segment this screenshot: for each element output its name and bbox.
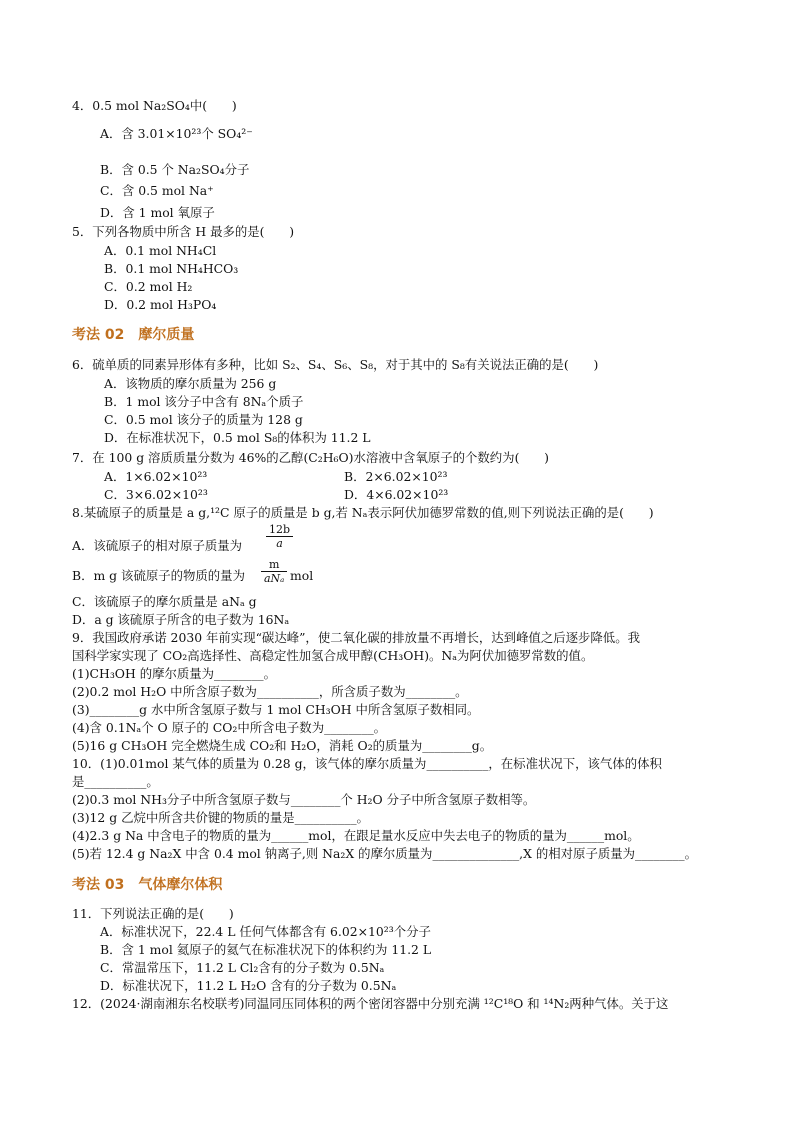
question-6-option-b: B．1 mol 该分子中含有 8Nₐ个质子 [104, 394, 304, 409]
question-5-option-c: C．0.2 mol H₂ [104, 279, 193, 294]
question-5-stem: 5．下列各物质中所含 H 最多的是( ) [72, 224, 295, 239]
question-11-stem: 11．下列说法正确的是( ) [72, 906, 234, 921]
question-10-stem: 10．(1)0.01mol 某气体的质量为 0.28 g，该气体的摩尔质量为__________，在标准状况下，该气体的体积 [72, 756, 662, 771]
question-8-option-b: B．m g 该硫原子的物质的量为 [72, 568, 245, 583]
question-9-stem: 9．我国政府承诺 2030 年前实现“碳达峰”，使二氧化碳的排放量不再增长，达到峰值之后逐步降低。我 [72, 630, 640, 645]
question-9-part-5: (5)16 g CH₃OH 完全燃烧生成 CO₂和 H₂O，消耗 O₂的质量为________g。 [72, 738, 493, 753]
question-11-option-a: A．标准状况下，22.4 L 任何气体都含有 6.02×10²³个分子 [100, 924, 431, 939]
question-8-option-d: D．a g 该硫原子所含的电子数为 16Nₐ [72, 612, 290, 627]
question-4-stem: 4．0.5 mol Na₂SO₄中( ) [72, 98, 237, 113]
question-10-part-4: (4)2.3 g Na 中含电子的物质的量为______mol，在跟足量水反应中失去电子的物质的量为______mol。 [72, 828, 640, 843]
question-11-option-c: C．常温常压下，11.2 L Cl₂含有的分子数为 0.5Nₐ [100, 960, 385, 975]
question-6-option-d: D．在标准状况下，0.5 mol S₈的体积为 11.2 L [104, 430, 371, 445]
question-4-option-a: A．含 3.01×10²³个 SO₄²⁻ [100, 126, 253, 141]
question-7-option-b: B．2×6.02×10²³ [344, 469, 448, 484]
question-6-stem: 6．硫单质的同素异形体有多种，比如 S₂、S₄、S₆、S₈，对于其中的 S₈有关说法正确的是( ) [72, 357, 599, 372]
question-10-part-3: (3)12 g 乙烷中所含共价键的物质的量是__________。 [72, 810, 369, 825]
question-4-option-d: D．含 1 mol 氧原子 [100, 205, 215, 220]
question-11-option-b: B．含 1 mol 氦原子的氦气在标准状况下的体积约为 11.2 L [100, 942, 432, 957]
fraction-12b-over-a [266, 523, 293, 550]
question-5-option-b: B．0.1 mol NH₄HCO₃ [104, 261, 239, 276]
question-9-part-2: (2)0.2 mol H₂O 中所含原子数为__________，所含质子数为________。 [72, 684, 468, 699]
question-11-option-d: D．标准状况下，11.2 L H₂O 含有的分子数为 0.5Nₐ [100, 978, 397, 993]
question-9-part-1: (1)CH₃OH 的摩尔质量为________。 [72, 666, 277, 681]
question-5-option-a: A．0.1 mol NH₄Cl [104, 243, 217, 258]
question-10-stem-cont: 是__________。 [72, 774, 159, 789]
question-8-stem: 8.某硫原子的质量是 a g,¹²C 原子的质量是 b g,若 Nₐ表示阿伏加德罗常数的值,则下列说法正确的是( ) [72, 505, 654, 520]
question-7-option-d: D．4×6.02×10²³ [344, 487, 449, 502]
question-6-option-a: A．该物质的摩尔质量为 256 g [104, 376, 277, 391]
question-6-option-c: C．0.5 mol 该分子的质量为 128 g [104, 412, 303, 427]
question-8-option-c: C．该硫原子的摩尔质量是 aNₐ g [72, 594, 257, 609]
fraction-m-over-aNA [261, 558, 287, 585]
question-7-stem: 7．在 100 g 溶质质量分数为 46%的乙醇(C₂H₆O)水溶液中含氧原子的个数约为( ) [72, 450, 550, 465]
fraction-numerator: m [261, 558, 287, 572]
question-5-option-d: D．0.2 mol H₃PO₄ [104, 297, 217, 312]
question-10-part-5: (5)若 12.4 g Na₂X 中含 0.4 mol 钠离子,则 Na₂X 的摩尔质量为______________,X 的相对原子质量为________。 [72, 846, 697, 861]
question-9-part-3: (3)________g 水中所含氢原子数与 1 mol CH₃OH 中所含氢原子数相同。 [72, 702, 480, 717]
fraction-denominator: a [276, 537, 283, 550]
section-heading-gas-molar-volume: 考法 03 气体摩尔体积 [72, 877, 223, 893]
question-7-option-a: A．1×6.02×10²³ [104, 469, 208, 484]
question-12-stem: 12．(2024·湖南湘东名校联考)同温同压同体积的两个密闭容器中分别充满 ¹²C¹⁸O 和 ¹⁴N₂两种气体。关于这 [72, 996, 669, 1011]
question-7-option-c: C．3×6.02×10²³ [104, 487, 208, 502]
question-4-option-b: B．含 0.5 个 Na₂SO₄分子 [100, 162, 250, 177]
fraction-numerator: 12b [266, 523, 293, 537]
fraction-denominator: aNₐ [264, 572, 285, 585]
question-8-option-b-unit: mol [290, 568, 314, 583]
question-4-option-c: C．含 0.5 mol Na⁺ [100, 183, 214, 198]
question-8-option-a: A．该硫原子的相对原子质量为 [72, 538, 243, 553]
section-heading-molar-mass: 考法 02 摩尔质量 [72, 327, 195, 343]
question-10-part-2: (2)0.3 mol NH₃分子中所含氢原子数与________个 H₂O 分子中所含氢原子数相等。 [72, 792, 536, 807]
question-9-stem-cont: 国科学家实现了 CO₂高选择性、高稳定性加氢合成甲醇(CH₃OH)。Nₐ为阿伏加德罗常数的值。 [72, 648, 594, 663]
question-9-part-4: (4)含 0.1Nₐ个 O 原子的 CO₂中所含电子数为________。 [72, 720, 387, 735]
